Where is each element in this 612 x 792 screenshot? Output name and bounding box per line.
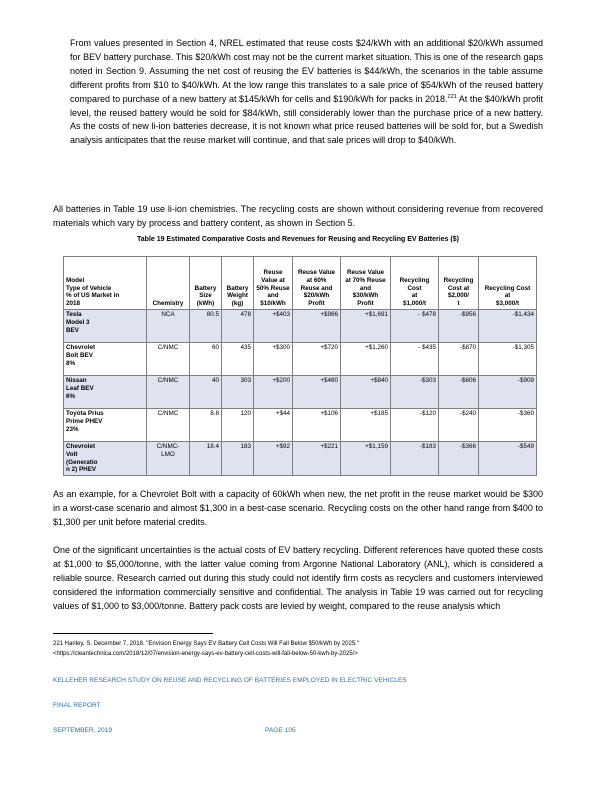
footnote-221 [53, 640, 543, 659]
cell-reuse60: +$720 [293, 343, 341, 376]
cell-model: Toyota Prius Prime PHEV 23% [64, 409, 147, 442]
footnote-divider [53, 633, 213, 634]
cell-weight: 435 [222, 343, 254, 376]
cell-reuse70: +$840 [341, 376, 391, 409]
cell-chemistry: C/NMC [147, 409, 190, 442]
footnote-url[interactable]: <https://cleantechnica.com/2018/12/07/envision-energy-says-ev-battery-cell-costs-will-fall-below-50-kwh-by-2025/> [53, 650, 358, 657]
cell-model: Chevrolet Volt (Generatio n 2) PHEV [64, 442, 147, 476]
table-body [64, 310, 537, 476]
footer-report-label: FINAL REPORT [53, 702, 101, 709]
table-header-row [64, 257, 537, 310]
cell-chemistry: C/NMC [147, 376, 190, 409]
cell-reuse50: +$92 [254, 442, 293, 476]
cell-reuse60: +$966 [293, 310, 341, 343]
body-paragraph-1 [70, 37, 543, 148]
cell-size: 80.5 [190, 310, 222, 343]
para1-continued-text: At the $40/kWh profit level, the reused battery would be sold for $84/kWh, still considerably lower than the purchase price of a new battery. As the costs of new li-ion batteries decrease, it is not known what price reused batteries will be sold for, but a Swedish analysis anticipates that the reuse market will continue, and that sale prices will drop to $40/kWh. [70, 93, 543, 146]
header-battery-weight: Battery Weight (kg) [222, 257, 254, 310]
header-recycling-2000: Recycling Cost at $2,000/ t [439, 257, 479, 310]
cell-weight: 303 [222, 376, 254, 409]
cell-chemistry: C/NMC- LMO [147, 442, 190, 476]
table-caption: Table 19 Estimated Comparative Costs and Revenues for Reusing and Recycling EV Batteries ($) [137, 236, 459, 243]
cell-rc3000: -$549 [479, 442, 537, 476]
cell-rc3000: -$1,305 [479, 343, 537, 376]
cell-rc1000: - $478 [391, 310, 439, 343]
table-row [64, 442, 537, 476]
header-battery-size: Battery Size (kWh) [190, 257, 222, 310]
cell-rc1000: -$120 [391, 409, 439, 442]
cell-rc3000: -$360 [479, 409, 537, 442]
cell-reuse70: +$1,260 [341, 343, 391, 376]
body-paragraph-4: One of the significant uncertainties is the actual costs of EV battery recycling. Different references have quoted these costs at $1,000 to $5,000/tonne, with the latter value coming from Argonne National Laboratory (ANL), which is considered a reliable source. Research carried out during this study could not identify firm costs as recyclers and customers interviewed considered the information commercially sensitive and confidential. The analysis in Table 19 was carried out for recycling values of $1,000 to $3,000/tonne. Battery pack costs are levied by weight, compared to the reuse analysis which [53, 545, 543, 611]
cell-reuse70: +$1,159 [341, 442, 391, 476]
footer-date: SEPTEMBER, 2019 [53, 727, 113, 734]
cell-rc1000: -$303 [391, 376, 439, 409]
page-number: PAGE 105 [265, 727, 296, 734]
table-row [64, 376, 537, 409]
header-reuse-50: Reuse Value at 50% Reuse and $10/kWh [254, 257, 293, 310]
cell-weight: 120 [222, 409, 254, 442]
cell-chemistry: C/NMC [147, 343, 190, 376]
cell-size: 8.8 [190, 409, 222, 442]
cell-reuse50: +$403 [254, 310, 293, 343]
header-recycling-3000: Recycling Cost at $3,000/t [479, 257, 537, 310]
header-model: Model Type of Vehicle % of US Market in 2018 [64, 257, 147, 310]
table-row [64, 409, 537, 442]
header-reuse-70: Reuse Value at 70% Reuse and $30/kWh Profit [341, 257, 391, 310]
cell-size: 18.4 [190, 442, 222, 476]
para1-text: From values presented in Section 4, NREL estimated that reuse costs $24/kWh with an additional $20/kWh assumed for BEV battery purchase. This $20/kWh cost may not be the current market situation. This is one of the research gaps noted in Section 9. Assuming the net cost of reusing the EV batteries is $44/kWh, the scenarios in the table assume different profits from $10 to $40/kWh. At the low range this translates to a sale price of $54/kWh of the reused battery compared to purchase of a new battery at $145/kWh for cells and $190/kWh for packs in 2018. [70, 38, 543, 104]
cell-reuse60: +$480 [293, 376, 341, 409]
cell-rc3000: -$1,434 [479, 310, 537, 343]
header-recycling-1000: Recycling Cost at $1,000/t [391, 257, 439, 310]
cell-model: Nissan Leaf BEV 6% [64, 376, 147, 409]
header-chemistry: Chemistry [147, 257, 190, 310]
cell-rc1000: -$183 [391, 442, 439, 476]
body-paragraph-3: As an example, for a Chevrolet Bolt with a capacity of 60kWh when new, the net profit in the reuse market would be $300 in a worst-case scenario and almost $1,300 in a best-case scenario. Recycling costs on the other hand range from $400 to $1,300 per unit before material credits. [53, 489, 543, 527]
footnote-citation: 221 Hanley, S. December 7, 2018. "Envision Energy Says EV Battery Cell Costs Will Fall Below $50/kWh by 2025." [53, 641, 359, 647]
table-row [64, 343, 537, 376]
cell-rc3000: -$909 [479, 376, 537, 409]
cell-rc2000: -$366 [439, 442, 479, 476]
cell-model: Tesla Model 3 BEV [64, 310, 147, 343]
table-row [64, 310, 537, 343]
footnote-ref-221[interactable]: 221 [447, 93, 457, 100]
cell-rc1000: - $435 [391, 343, 439, 376]
cell-rc2000: -$240 [439, 409, 479, 442]
cell-reuse60: +$106 [293, 409, 341, 442]
cell-reuse50: +$300 [254, 343, 293, 376]
footer-title: KELLEHER RESEARCH STUDY ON REUSE AND RECYCLING OF BATTERIES EMPLOYED IN ELECTRIC VEHICLES [53, 677, 407, 684]
cell-weight: 183 [222, 442, 254, 476]
cell-rc2000: -$606 [439, 376, 479, 409]
cell-weight: 478 [222, 310, 254, 343]
body-paragraph-2: All batteries in Table 19 use li-ion chemistries. The recycling costs are shown without considering revenue from recovered materials which vary by process and battery content, as shown in Section 5. [53, 204, 543, 228]
cell-reuse70: +$1,691 [341, 310, 391, 343]
cell-rc2000: -$870 [439, 343, 479, 376]
cell-chemistry: NCA [147, 310, 190, 343]
header-reuse-60: Reuse Value at 60% Reuse and $20/kWh Profit [293, 257, 341, 310]
cell-model: Chevrolet Bolt BEV 8% [64, 343, 147, 376]
cell-reuse70: +$185 [341, 409, 391, 442]
cell-reuse60: +$221 [293, 442, 341, 476]
cell-reuse50: +$200 [254, 376, 293, 409]
cell-size: 40 [190, 376, 222, 409]
cell-size: 60 [190, 343, 222, 376]
cost-revenue-table [63, 256, 537, 476]
cell-rc2000: -$956 [439, 310, 479, 343]
cell-reuse50: +$44 [254, 409, 293, 442]
